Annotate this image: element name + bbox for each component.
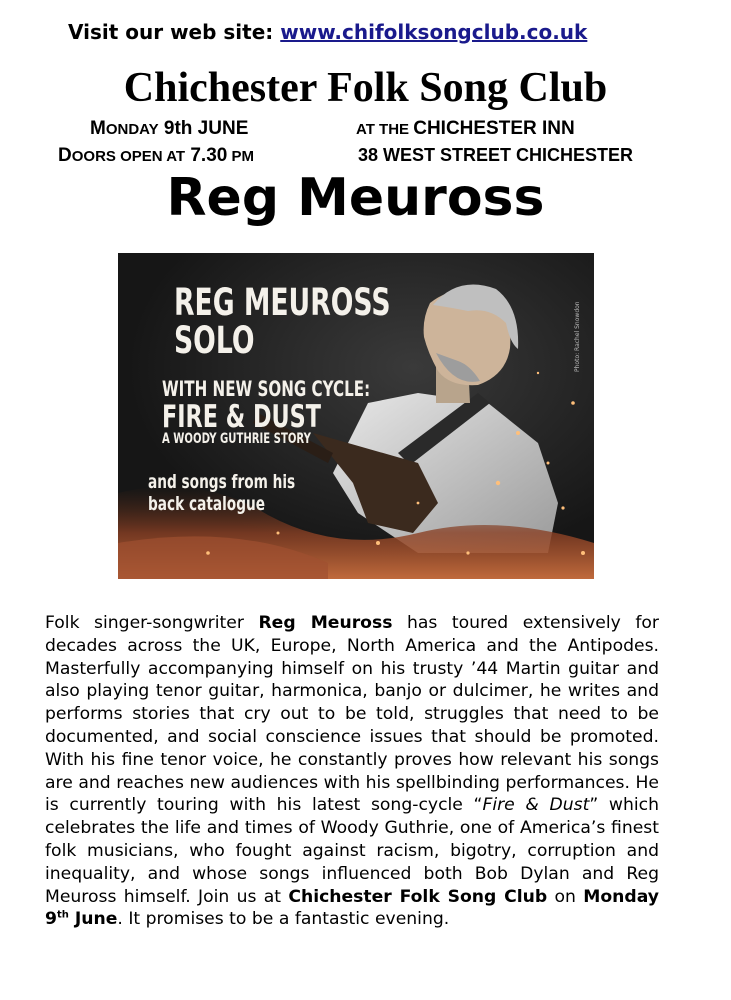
poster-line-name: REG MEUROSS (174, 281, 391, 324)
poster-line-cycle: WITH NEW SONG CYCLE: (162, 377, 371, 401)
photo-credit: Photo: Rachel Snowdon (574, 301, 581, 372)
performer-name-inline: Reg Meuross (258, 613, 393, 633)
description-paragraph: Folk singer-songwriter Reg Meuross has toured extensively for decades across the UK, Europe, North America and the Antipodes. Masterfully accompanying himself on his trusty ’44 Martin guitar and also playing tenor guitar, harmonica, banjo or dulcimer, he writes and performs stories that cry out to be told, struggles that need to be documented, and social conscience issues that should be promoted. With his fine tenor voice, he constantly proves how relevant his songs are and reaches new audiences with his spellbinding performances. He is currently touring with his latest song-cycle “Fire & Dust” which celebrates the life and times of Woody Guthrie, one of America’s finest folk musicians, who fought against racism, bigotry, corruption and inequality, and whose songs influenced both Bob Dylan and Reg Meuross himself. Join us at Chichester Folk Song Club on Monday 9th June. It promises to be a fantastic evening. (45, 613, 660, 930)
club-title: Chichester Folk Song Club (123, 65, 608, 111)
club-name-inline: Chichester Folk Song Club (288, 886, 548, 907)
poster-line-catalogue: back catalogue (148, 493, 266, 515)
poster-line-solo: SOLO (174, 319, 255, 362)
website-prefix: Visit our web site: (68, 20, 281, 44)
venue: AT THE CHICHESTER INN (356, 118, 575, 139)
event-date: MONDAY 9th JUNE (90, 118, 249, 139)
doors-open: DOORS OPEN AT 7.30 PM (58, 145, 255, 166)
address: 38 WEST STREET CHICHESTER (358, 145, 634, 165)
poster-line-album: FIRE & DUST (162, 399, 321, 435)
poster-image (118, 253, 594, 579)
album-title-inline: Fire & Dust (482, 795, 590, 816)
poster-line-songs: and songs from his (148, 471, 296, 493)
performer-name: Reg Meuross (166, 168, 545, 228)
event-date-inline: Monday 9th June (45, 886, 659, 930)
poster-line-story: A WOODY GUTHRIE STORY (162, 431, 311, 447)
website-line (68, 20, 587, 44)
website-link[interactable]: www.chifolksongclub.co.uk (280, 20, 588, 44)
